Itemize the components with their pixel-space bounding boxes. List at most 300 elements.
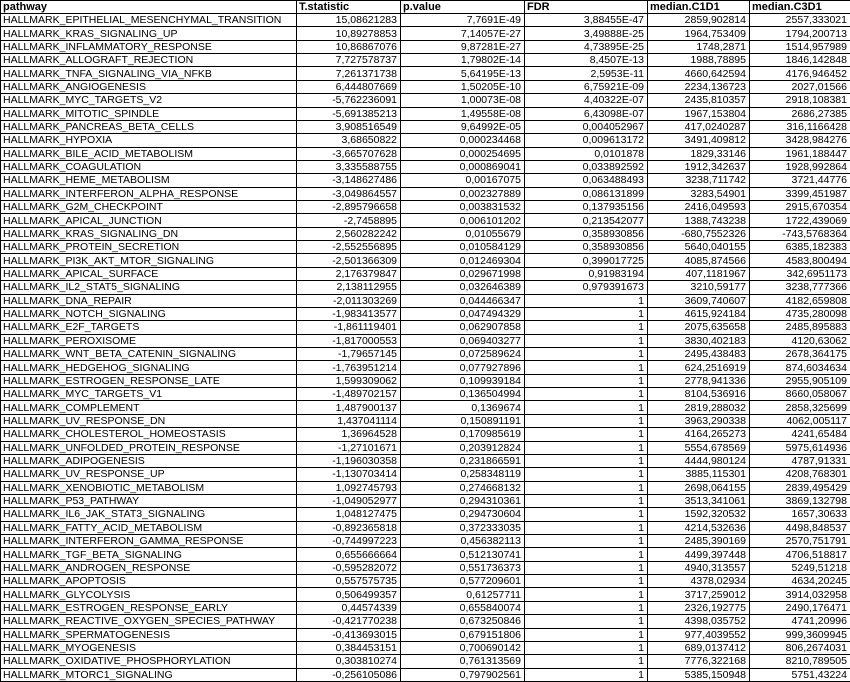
value-cell: 0,047494329 xyxy=(401,307,525,320)
pathway-cell: HALLMARK_HEDGEHOG_SIGNALING xyxy=(1,361,297,374)
value-cell: 1 xyxy=(525,494,648,507)
value-cell: 1722,439069 xyxy=(750,214,850,227)
value-cell: 4787,91331 xyxy=(750,454,850,467)
table-row xyxy=(1,147,850,160)
pathway-cell: HALLMARK_E2F_TARGETS xyxy=(1,321,297,334)
value-cell: 1967,153804 xyxy=(648,107,750,120)
table-row xyxy=(1,588,850,601)
value-cell: 342,6951173 xyxy=(750,267,850,280)
value-cell: 1 xyxy=(525,374,648,387)
value-cell: 7776,322168 xyxy=(648,655,750,668)
pathway-cell: HALLMARK_MYC_TARGETS_V1 xyxy=(1,388,297,401)
table-row xyxy=(1,615,850,628)
value-cell: 1,49558E-08 xyxy=(401,107,525,120)
value-cell: 0,077927896 xyxy=(401,361,525,374)
value-cell: 1,00073E-08 xyxy=(401,94,525,107)
pathway-cell: HALLMARK_FATTY_ACID_METABOLISM xyxy=(1,521,297,534)
value-cell: 1 xyxy=(525,414,648,427)
value-cell: 1 xyxy=(525,441,648,454)
pathway-cell: HALLMARK_PEROXISOME xyxy=(1,334,297,347)
value-cell: -1,763951214 xyxy=(297,361,401,374)
value-cell: 5385,150948 xyxy=(648,668,750,681)
value-cell: -2,7458895 xyxy=(297,214,401,227)
table-row xyxy=(1,281,850,294)
value-cell: 0,029671998 xyxy=(401,267,525,280)
value-cell: -680,7552326 xyxy=(648,227,750,240)
pathway-cell: HALLMARK_OXIDATIVE_PHOSPHORYLATION xyxy=(1,655,297,668)
value-cell: 0,577209601 xyxy=(401,575,525,588)
pathway-cell: HALLMARK_MTORC1_SIGNALING xyxy=(1,668,297,681)
pathway-cell: HALLMARK_IL6_JAK_STAT3_SIGNALING xyxy=(1,508,297,521)
pathway-cell: HALLMARK_INTERFERON_GAMMA_RESPONSE xyxy=(1,535,297,548)
table-row xyxy=(1,107,850,120)
pathway-cell: HALLMARK_CHOLESTEROL_HOMEOSTASIS xyxy=(1,428,297,441)
pathway-cell: HALLMARK_COAGULATION xyxy=(1,160,297,173)
value-cell: -1,27101671 xyxy=(297,441,401,454)
value-cell: 1 xyxy=(525,588,648,601)
value-cell: 4120,63062 xyxy=(750,334,850,347)
value-cell: 0,700690142 xyxy=(401,641,525,654)
value-cell: 3717,259012 xyxy=(648,588,750,601)
value-cell: 1 xyxy=(525,535,648,548)
value-cell: 4741,20996 xyxy=(750,615,850,628)
pathway-cell: HALLMARK_UV_RESPONSE_DN xyxy=(1,414,297,427)
value-cell: 3914,032958 xyxy=(750,588,850,601)
value-cell: 1,048127475 xyxy=(297,508,401,521)
value-cell: 0,655666664 xyxy=(297,548,401,561)
value-cell: 4735,280098 xyxy=(750,307,850,320)
value-cell: -1,79657145 xyxy=(297,347,401,360)
value-cell: 1,36964528 xyxy=(297,428,401,441)
value-cell: 1964,753409 xyxy=(648,27,750,40)
value-cell: 1988,78895 xyxy=(648,54,750,67)
value-cell: 0,072589624 xyxy=(401,347,525,360)
table-row xyxy=(1,94,850,107)
value-cell: -0,595282072 xyxy=(297,561,401,574)
table-row xyxy=(1,481,850,494)
value-cell: 0,456382113 xyxy=(401,535,525,548)
table-row xyxy=(1,468,850,481)
value-cell: 6,444807669 xyxy=(297,80,401,93)
value-cell: 4660,642594 xyxy=(648,67,750,80)
pathway-cell: HALLMARK_XENOBIOTIC_METABOLISM xyxy=(1,481,297,494)
value-cell: 0,258348119 xyxy=(401,468,525,481)
pathway-cell: HALLMARK_MYC_TARGETS_V2 xyxy=(1,94,297,107)
value-cell: -1,817000553 xyxy=(297,334,401,347)
table-body xyxy=(1,14,850,682)
value-cell: 0,384453151 xyxy=(297,641,401,654)
value-cell: 5,64195E-13 xyxy=(401,67,525,80)
pathway-cell: HALLMARK_PANCREAS_BETA_CELLS xyxy=(1,120,297,133)
value-cell: 1 xyxy=(525,575,648,588)
value-cell: 874,6034634 xyxy=(750,361,850,374)
value-cell: 2557,333021 xyxy=(750,14,850,27)
pathway-cell: HALLMARK_ANGIOGENESIS xyxy=(1,80,297,93)
value-cell: 1846,142848 xyxy=(750,54,850,67)
value-cell: 3491,409812 xyxy=(648,134,750,147)
value-cell: 1 xyxy=(525,641,648,654)
table-row xyxy=(1,548,850,561)
value-cell: -1,130703414 xyxy=(297,468,401,481)
value-cell: -0,413693015 xyxy=(297,628,401,641)
value-cell: 5975,614936 xyxy=(750,441,850,454)
pathway-cell: HALLMARK_APICAL_SURFACE xyxy=(1,267,297,280)
value-cell: 0,004052967 xyxy=(525,120,648,133)
value-cell: 3,908516549 xyxy=(297,120,401,133)
value-cell: 4940,313557 xyxy=(648,561,750,574)
value-cell: 316,1166428 xyxy=(750,120,850,133)
pathway-cell: HALLMARK_UNFOLDED_PROTEIN_RESPONSE xyxy=(1,441,297,454)
table-row xyxy=(1,668,850,681)
value-cell: 1 xyxy=(525,601,648,614)
value-cell: 4444,980124 xyxy=(648,454,750,467)
value-cell: 0,61257711 xyxy=(401,588,525,601)
pathway-cell: HALLMARK_COMPLEMENT xyxy=(1,401,297,414)
column-header-pathway: pathway xyxy=(1,1,297,14)
value-cell: 0,010584129 xyxy=(401,241,525,254)
value-cell: 4176,946452 xyxy=(750,67,850,80)
value-cell: 0,797902561 xyxy=(401,668,525,681)
value-cell: 4378,02934 xyxy=(648,575,750,588)
table-row xyxy=(1,655,850,668)
value-cell: 5751,43224 xyxy=(750,668,850,681)
value-cell: 3238,777366 xyxy=(750,281,850,294)
value-cell: 0,294730604 xyxy=(401,508,525,521)
table-row xyxy=(1,535,850,548)
value-cell: 0,137935156 xyxy=(525,201,648,214)
pathway-cell: HALLMARK_INTERFERON_ALPHA_RESPONSE xyxy=(1,187,297,200)
pathway-cell: HALLMARK_APICAL_JUNCTION xyxy=(1,214,297,227)
pathway-cell: HALLMARK_ESTROGEN_RESPONSE_LATE xyxy=(1,374,297,387)
value-cell: 1 xyxy=(525,508,648,521)
value-cell: 5249,51218 xyxy=(750,561,850,574)
value-cell: 1 xyxy=(525,361,648,374)
value-cell: -0,744997223 xyxy=(297,535,401,548)
value-cell: -1,983413577 xyxy=(297,307,401,320)
value-cell: 4214,532636 xyxy=(648,521,750,534)
value-cell: 1961,188447 xyxy=(750,147,850,160)
pathway-cell: HALLMARK_SPERMATOGENESIS xyxy=(1,628,297,641)
pathway-cell: HALLMARK_ADIPOGENESIS xyxy=(1,454,297,467)
value-cell: 0,203912824 xyxy=(401,441,525,454)
value-cell: 4,40322E-07 xyxy=(525,94,648,107)
value-cell: 689,0137412 xyxy=(648,641,750,654)
value-cell: 7,261371738 xyxy=(297,67,401,80)
value-cell: 0,063488493 xyxy=(525,174,648,187)
value-cell: 999,3609945 xyxy=(750,628,850,641)
value-cell: 0,032646389 xyxy=(401,281,525,294)
value-cell: 2819,288032 xyxy=(648,401,750,414)
pathway-cell: HALLMARK_ESTROGEN_RESPONSE_EARLY xyxy=(1,601,297,614)
value-cell: 2,560282242 xyxy=(297,227,401,240)
value-cell: 0,551736373 xyxy=(401,561,525,574)
value-cell: 0,372333035 xyxy=(401,521,525,534)
value-cell: 9,64992E-05 xyxy=(401,120,525,133)
value-cell: 0,399017725 xyxy=(525,254,648,267)
value-cell: -3,049864557 xyxy=(297,187,401,200)
value-cell: 1748,2871 xyxy=(648,40,750,53)
table-row xyxy=(1,494,850,507)
value-cell: 1 xyxy=(525,521,648,534)
value-cell: 2435,810357 xyxy=(648,94,750,107)
table-row xyxy=(1,294,850,307)
value-cell: 0,358930856 xyxy=(525,241,648,254)
value-cell: 2490,176471 xyxy=(750,601,850,614)
value-cell: 3,68650822 xyxy=(297,134,401,147)
value-cell: 2485,895883 xyxy=(750,321,850,334)
value-cell: 6,75921E-09 xyxy=(525,80,648,93)
value-cell: -743,5768364 xyxy=(750,227,850,240)
value-cell: 2686,27385 xyxy=(750,107,850,120)
pathway-cell: HALLMARK_UV_RESPONSE_UP xyxy=(1,468,297,481)
value-cell: 4634,20245 xyxy=(750,575,850,588)
value-cell: 1,437041114 xyxy=(297,414,401,427)
value-cell: 3513,341061 xyxy=(648,494,750,507)
table-row xyxy=(1,267,850,280)
table-row xyxy=(1,401,850,414)
value-cell: 3,335588755 xyxy=(297,160,401,173)
table-row xyxy=(1,14,850,27)
value-cell: 3885,115301 xyxy=(648,468,750,481)
value-cell: 0,044466347 xyxy=(401,294,525,307)
value-cell: 0,294310361 xyxy=(401,494,525,507)
value-cell: 0,761313569 xyxy=(401,655,525,668)
value-cell: 0,358930856 xyxy=(525,227,648,240)
value-cell: 1794,200713 xyxy=(750,27,850,40)
value-cell: 0,655840074 xyxy=(401,601,525,614)
pathway-cell: HALLMARK_IL2_STAT5_SIGNALING xyxy=(1,281,297,294)
value-cell: 3609,740607 xyxy=(648,294,750,307)
value-cell: 1 xyxy=(525,347,648,360)
value-cell: 7,727578737 xyxy=(297,54,401,67)
value-cell: 4615,924184 xyxy=(648,307,750,320)
value-cell: 1 xyxy=(525,294,648,307)
value-cell: 0,012469304 xyxy=(401,254,525,267)
table-row xyxy=(1,374,850,387)
header-row xyxy=(1,1,850,14)
pathway-cell: HALLMARK_ALLOGRAFT_REJECTION xyxy=(1,54,297,67)
value-cell: 2678,364175 xyxy=(750,347,850,360)
table-row xyxy=(1,160,850,173)
value-cell: 1,79802E-14 xyxy=(401,54,525,67)
table-row xyxy=(1,641,850,654)
table-row xyxy=(1,361,850,374)
value-cell: 4583,800494 xyxy=(750,254,850,267)
value-cell: 1 xyxy=(525,307,648,320)
value-cell: 1 xyxy=(525,334,648,347)
value-cell: 0,150891191 xyxy=(401,414,525,427)
value-cell: 0,01055679 xyxy=(401,227,525,240)
value-cell: 2,5953E-11 xyxy=(525,67,648,80)
pathway-cell: HALLMARK_BILE_ACID_METABOLISM xyxy=(1,147,297,160)
value-cell: 0,003831532 xyxy=(401,201,525,214)
value-cell: 3,88455E-47 xyxy=(525,14,648,27)
value-cell: -2,552556895 xyxy=(297,241,401,254)
value-cell: 10,86867076 xyxy=(297,40,401,53)
pathway-cell: HALLMARK_INFLAMMATORY_RESPONSE xyxy=(1,40,297,53)
pathway-cell: HALLMARK_PI3K_AKT_MTOR_SIGNALING xyxy=(1,254,297,267)
value-cell: 1 xyxy=(525,401,648,414)
value-cell: 1 xyxy=(525,321,648,334)
table-row xyxy=(1,67,850,80)
value-cell: -2,895796658 xyxy=(297,201,401,214)
table-row xyxy=(1,388,850,401)
value-cell: 1514,957989 xyxy=(750,40,850,53)
value-cell: -3,665707628 xyxy=(297,147,401,160)
column-header-median-c3d1: median.C3D1 xyxy=(750,1,850,14)
value-cell: 1 xyxy=(525,628,648,641)
value-cell: 3210,59177 xyxy=(648,281,750,294)
table-row xyxy=(1,521,850,534)
value-cell: 3869,132798 xyxy=(750,494,850,507)
value-cell: 1 xyxy=(525,615,648,628)
column-header-median-c1d1: median.C1D1 xyxy=(648,1,750,14)
value-cell: 4182,659808 xyxy=(750,294,850,307)
pathway-cell: HALLMARK_DNA_REPAIR xyxy=(1,294,297,307)
table-row xyxy=(1,441,850,454)
value-cell: 2858,325699 xyxy=(750,401,850,414)
table-row xyxy=(1,254,850,267)
pathway-cell: HALLMARK_P53_PATHWAY xyxy=(1,494,297,507)
table-row xyxy=(1,241,850,254)
value-cell: 4241,65484 xyxy=(750,428,850,441)
table-row xyxy=(1,80,850,93)
pathway-cell: HALLMARK_HEME_METABOLISM xyxy=(1,174,297,187)
value-cell: 1 xyxy=(525,388,648,401)
table-row xyxy=(1,227,850,240)
table-row xyxy=(1,187,850,200)
value-cell: 624,2516919 xyxy=(648,361,750,374)
table-row xyxy=(1,561,850,574)
value-cell: 2326,192775 xyxy=(648,601,750,614)
value-cell: 1,092745793 xyxy=(297,481,401,494)
value-cell: 0,170985619 xyxy=(401,428,525,441)
value-cell: 2955,905109 xyxy=(750,374,850,387)
pathway-cell: HALLMARK_MYOGENESIS xyxy=(1,641,297,654)
value-cell: 10,89278853 xyxy=(297,27,401,40)
value-cell: -0,892365818 xyxy=(297,521,401,534)
value-cell: 3963,290338 xyxy=(648,414,750,427)
pathway-cell: HALLMARK_HYPOXIA xyxy=(1,134,297,147)
value-cell: 0,033892592 xyxy=(525,160,648,173)
value-cell: 1 xyxy=(525,668,648,681)
value-cell: 0,062907858 xyxy=(401,321,525,334)
value-cell: 407,1181967 xyxy=(648,267,750,280)
value-cell: 0,136504994 xyxy=(401,388,525,401)
pathway-cell: HALLMARK_REACTIVE_OXYGEN_SPECIES_PATHWAY xyxy=(1,615,297,628)
value-cell: 2495,438483 xyxy=(648,347,750,360)
value-cell: 1 xyxy=(525,468,648,481)
table-row xyxy=(1,428,850,441)
value-cell: 4085,874566 xyxy=(648,254,750,267)
value-cell: 4208,768301 xyxy=(750,468,850,481)
value-cell: 3283,54901 xyxy=(648,187,750,200)
value-cell: 0,673250846 xyxy=(401,615,525,628)
table-row xyxy=(1,201,850,214)
value-cell: 3830,402183 xyxy=(648,334,750,347)
table-row xyxy=(1,334,850,347)
value-cell: 4,73895E-25 xyxy=(525,40,648,53)
value-cell: 3238,711742 xyxy=(648,174,750,187)
value-cell: 3428,984276 xyxy=(750,134,850,147)
column-header-fdr: FDR xyxy=(525,1,648,14)
value-cell: 4164,265273 xyxy=(648,428,750,441)
value-cell: 0,006101202 xyxy=(401,214,525,227)
value-cell: 417,0240287 xyxy=(648,120,750,133)
value-cell: 1 xyxy=(525,481,648,494)
pathway-cell: HALLMARK_APOPTOSIS xyxy=(1,575,297,588)
value-cell: 5640,040155 xyxy=(648,241,750,254)
value-cell: 1388,743238 xyxy=(648,214,750,227)
value-cell: 6,43098E-07 xyxy=(525,107,648,120)
value-cell: 2859,902814 xyxy=(648,14,750,27)
value-cell: 2915,670354 xyxy=(750,201,850,214)
value-cell: 8104,536916 xyxy=(648,388,750,401)
table-row xyxy=(1,601,850,614)
value-cell: 0,303810274 xyxy=(297,655,401,668)
value-cell: 0,44574339 xyxy=(297,601,401,614)
table-row xyxy=(1,347,850,360)
value-cell: 0,000869041 xyxy=(401,160,525,173)
value-cell: 0,002327889 xyxy=(401,187,525,200)
value-cell: 0,1369674 xyxy=(401,401,525,414)
value-cell: 1912,342637 xyxy=(648,160,750,173)
value-cell: 0,109939184 xyxy=(401,374,525,387)
value-cell: -0,256105086 xyxy=(297,668,401,681)
value-cell: 8,4507E-13 xyxy=(525,54,648,67)
value-cell: 1592,320532 xyxy=(648,508,750,521)
table-row xyxy=(1,307,850,320)
value-cell: 6385,182383 xyxy=(750,241,850,254)
value-cell: 15,08621283 xyxy=(297,14,401,27)
value-cell: 0,009613172 xyxy=(525,134,648,147)
value-cell: 0,086131899 xyxy=(525,187,648,200)
value-cell: 4499,397448 xyxy=(648,548,750,561)
value-cell: 0,000254695 xyxy=(401,147,525,160)
value-cell: 5554,678569 xyxy=(648,441,750,454)
table-row xyxy=(1,214,850,227)
table-row xyxy=(1,120,850,133)
value-cell: 1657,30633 xyxy=(750,508,850,521)
value-cell: 1928,992864 xyxy=(750,160,850,173)
value-cell: 2918,108381 xyxy=(750,94,850,107)
value-cell: 0,213542077 xyxy=(525,214,648,227)
pathway-cell: HALLMARK_G2M_CHECKPOINT xyxy=(1,201,297,214)
value-cell: -1,861119401 xyxy=(297,321,401,334)
value-cell: 0,000234468 xyxy=(401,134,525,147)
pathway-cell: HALLMARK_KRAS_SIGNALING_UP xyxy=(1,27,297,40)
value-cell: 7,14057E-27 xyxy=(401,27,525,40)
value-cell: 0,557575735 xyxy=(297,575,401,588)
value-cell: 2,176379847 xyxy=(297,267,401,280)
value-cell: -2,501366309 xyxy=(297,254,401,267)
pathway-cell: HALLMARK_PROTEIN_SECRETION xyxy=(1,241,297,254)
value-cell: 0,679151806 xyxy=(401,628,525,641)
table-row xyxy=(1,628,850,641)
value-cell: 0,069403277 xyxy=(401,334,525,347)
value-cell: 3399,451987 xyxy=(750,187,850,200)
pathway-cell: HALLMARK_TNFA_SIGNALING_VIA_NFKB xyxy=(1,67,297,80)
value-cell: 1829,33146 xyxy=(648,147,750,160)
value-cell: 1,599309062 xyxy=(297,374,401,387)
value-cell: 0,00167075 xyxy=(401,174,525,187)
value-cell: -0,421770238 xyxy=(297,615,401,628)
value-cell: 3,49888E-25 xyxy=(525,27,648,40)
value-cell: 0,231866591 xyxy=(401,454,525,467)
value-cell: 0,979391673 xyxy=(525,281,648,294)
value-cell: 2075,635658 xyxy=(648,321,750,334)
value-cell: -1,196030358 xyxy=(297,454,401,467)
